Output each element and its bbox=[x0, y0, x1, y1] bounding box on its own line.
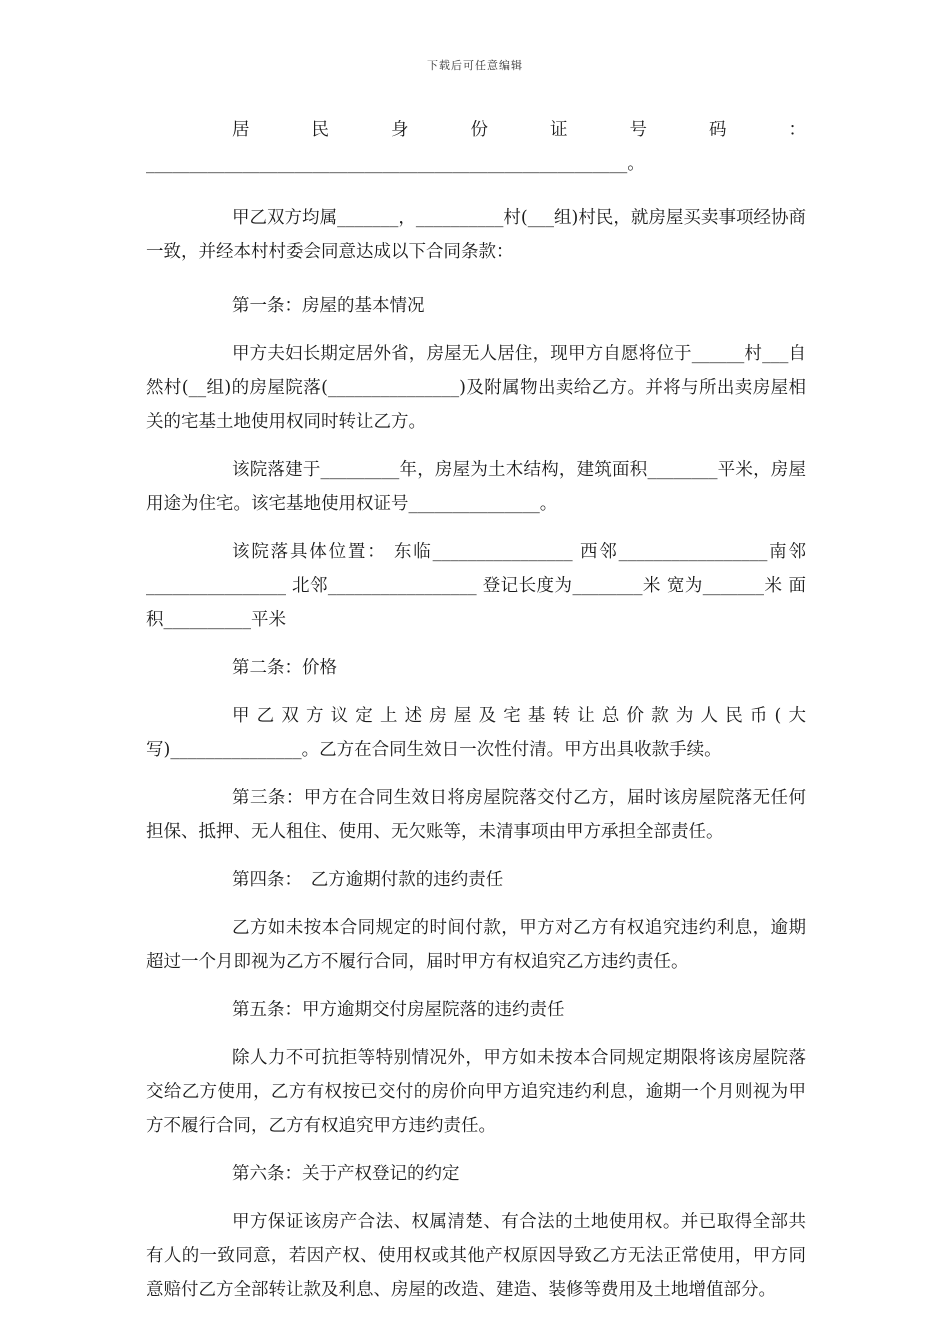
article-1-paragraph-3: 该院落具体位置： 东临________________ 西邻_________________南邻________________ 北邻_________________ 登记长度为________米 宽为_______米 面积__________平米 bbox=[146, 542, 806, 630]
article-6-paragraph-1: 甲方保证该房产合法、权属清楚、有合法的土地使用权。并已取得全部共有人的一致同意，若因产权、使用权或其他产权原因导致乙方无法正常使用，甲方同意赔付乙方全部转让款及利息、房屋的改造、建造、装修等费用及土地增值部分。 bbox=[146, 1212, 806, 1300]
article-1-paragraph-1: 甲方夫妇长期定居外省，房屋无人居住，现甲方自愿将位于______村___自然村(__组)的房屋院落(_______________)及附属物出卖给乙方。并将与所出卖房屋相关的宅基土地使用权同时转让乙方。 bbox=[146, 344, 806, 432]
article-6-title: 第六条：关于产权登记的约定 bbox=[232, 1164, 460, 1184]
article-4-title: 第四条： 乙方逾期付款的违约责任 bbox=[232, 870, 504, 890]
article-4-paragraph-1: 乙方如未按本合同规定的时间付款，甲方对乙方有权追究违约利息，逾期超过一个月即视为乙方不履行合同，届时甲方有权追究乙方违约责任。 bbox=[146, 918, 806, 972]
page-header: 下载后可任意编辑 bbox=[427, 59, 523, 72]
article-5-title: 第五条：甲方逾期交付房屋院落的违约责任 bbox=[232, 1000, 565, 1020]
article-5-paragraph-1: 除人力不可抗拒等特别情况外，甲方如未按本合同规定期限将该房屋院落交给乙方使用，乙方有权按已交付的房价向甲方追究违约利息，逾期一个月则视为甲方不履行合同，乙方有权追究甲方违约责任。 bbox=[146, 1048, 806, 1136]
intro-paragraph: 甲乙双方均属_______，__________村(___组)村民，就房屋买卖事项经协商一致，并经本村村委会同意达成以下合同条款： bbox=[146, 208, 806, 262]
article-1-paragraph-2: 该院落建于_________年，房屋为土木结构，建筑面积________平米，房屋用途为住宅。该宅基地使用权证号_______________。 bbox=[146, 460, 806, 514]
article-2-paragraph-1: 甲乙双方议定上述房屋及宅基转让总价款为人民币(大写)_______________。乙方在合同生效日一次性付清。甲方出具收款手续。 bbox=[146, 706, 806, 760]
id-number-line: 居民身份证号码：_______________________________________________________。 bbox=[146, 120, 806, 174]
article-1-title: 第一条：房屋的基本情况 bbox=[232, 296, 425, 316]
document-body bbox=[146, 113, 806, 1307]
article-2-title: 第二条：价格 bbox=[232, 658, 337, 678]
article-3-paragraph: 第三条：甲方在合同生效日将房屋院落交付乙方，届时该房屋院落无任何担保、抵押、无人租住、使用、无欠账等，未清事项由甲方承担全部责任。 bbox=[146, 788, 806, 842]
